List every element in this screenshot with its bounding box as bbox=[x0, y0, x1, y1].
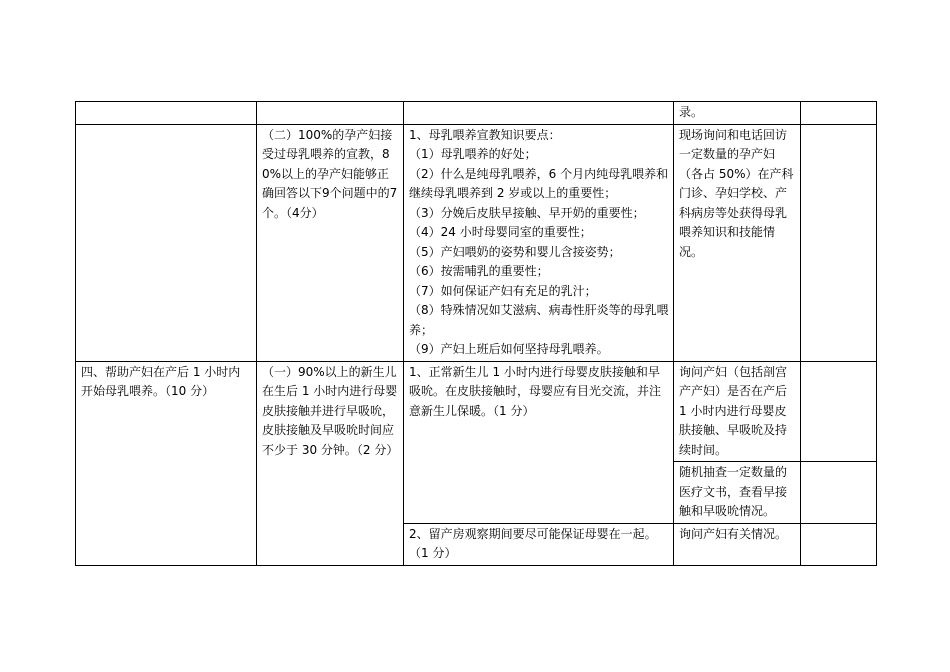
points-cell bbox=[404, 124, 674, 361]
point-line: （6）按需哺乳的重要性； bbox=[409, 264, 549, 278]
method-text: 随机抽查一定数量的医疗文书，查看早接触和早吸吮情况。 bbox=[679, 465, 788, 518]
point-line: （2）什么是纯母乳喂养，6 个月内纯母乳喂养和继续母乳喂养到 2 岁或以上的重要性； bbox=[409, 166, 669, 200]
method-cell bbox=[674, 361, 801, 462]
table-row bbox=[76, 102, 877, 125]
points-cell bbox=[404, 102, 674, 125]
points-cell bbox=[404, 361, 674, 523]
point-text: 2、留产房观察期间要尽可能保证母婴在一起。（1 分） bbox=[409, 526, 657, 560]
method-text: 询问产妇（包括剖宫产产妇）是否在产后 1 小时内进行母婴皮肤接触、早吸吮及持续时间。 bbox=[679, 364, 788, 457]
point-line: （5）产妇喂奶的姿势和婴儿含接姿势； bbox=[409, 244, 621, 259]
table-row bbox=[76, 124, 877, 361]
standards-table bbox=[75, 101, 877, 566]
point-line: （1）母乳喂养的好处； bbox=[409, 147, 537, 161]
method-text: 询问产妇有关情况。 bbox=[679, 526, 788, 541]
point-text: 1、正常新生儿 1 小时内进行母婴皮肤接触和早吸吮。在皮肤接触时，母婴应有目光交流，并注意新生儿保暖。（1 分） bbox=[409, 364, 662, 418]
point-line: （7）如何保证产妇有充足的乳汁； bbox=[409, 283, 597, 298]
point-line: （3）分娩后皮肤早接触、早开奶的重要性； bbox=[409, 205, 645, 220]
standard-text: （一）90%以上的新生儿在生后 1 小时内进行母婴皮肤接触并进行早吸吮，皮肤接触及早吸吮时间应不少于 30 分钟。（2 分） bbox=[262, 364, 399, 457]
score-cell bbox=[801, 124, 877, 361]
method-cell bbox=[674, 523, 801, 565]
score-cell bbox=[801, 523, 877, 565]
point-line: （4）24 小时母婴同室的重要性； bbox=[409, 225, 592, 239]
score-cell bbox=[801, 462, 877, 524]
item-text: 四、帮助产妇在产后 1 小时内开始母乳喂养。（10 分） bbox=[81, 364, 241, 398]
standard-text: （二）100%的孕产妇接受过母乳喂养的宣教，80%以上的孕产妇能够正确回答以下9个问题中的7个。（4分） bbox=[262, 127, 398, 220]
method-cell bbox=[674, 462, 801, 524]
standard-cell bbox=[257, 102, 404, 125]
standard-cell bbox=[257, 124, 404, 361]
method-text: 现场询问和电话回访一定数量的孕产妇（各占 50%）在产科门诊、孕妇学校、产科病房等处获得母乳喂养知识和技能情况。 bbox=[679, 127, 794, 259]
method-cell bbox=[674, 124, 801, 361]
point-line: （9）产妇上班后如何坚持母乳喂养。 bbox=[409, 342, 609, 356]
point-line: 1、母乳喂养宣教知识要点： bbox=[409, 127, 561, 142]
point-line: （8）特殊情况如艾滋病、病毒性肝炎等的母乳喂养； bbox=[409, 303, 669, 337]
item-cell bbox=[76, 102, 257, 125]
method-text: 录。 bbox=[679, 105, 704, 119]
method-cell bbox=[674, 102, 801, 125]
score-cell bbox=[801, 361, 877, 462]
score-cell bbox=[801, 102, 877, 125]
standard-cell bbox=[257, 361, 404, 565]
table-row bbox=[76, 361, 877, 462]
item-cell bbox=[76, 361, 257, 565]
item-cell bbox=[76, 124, 257, 361]
points-cell bbox=[404, 523, 674, 565]
